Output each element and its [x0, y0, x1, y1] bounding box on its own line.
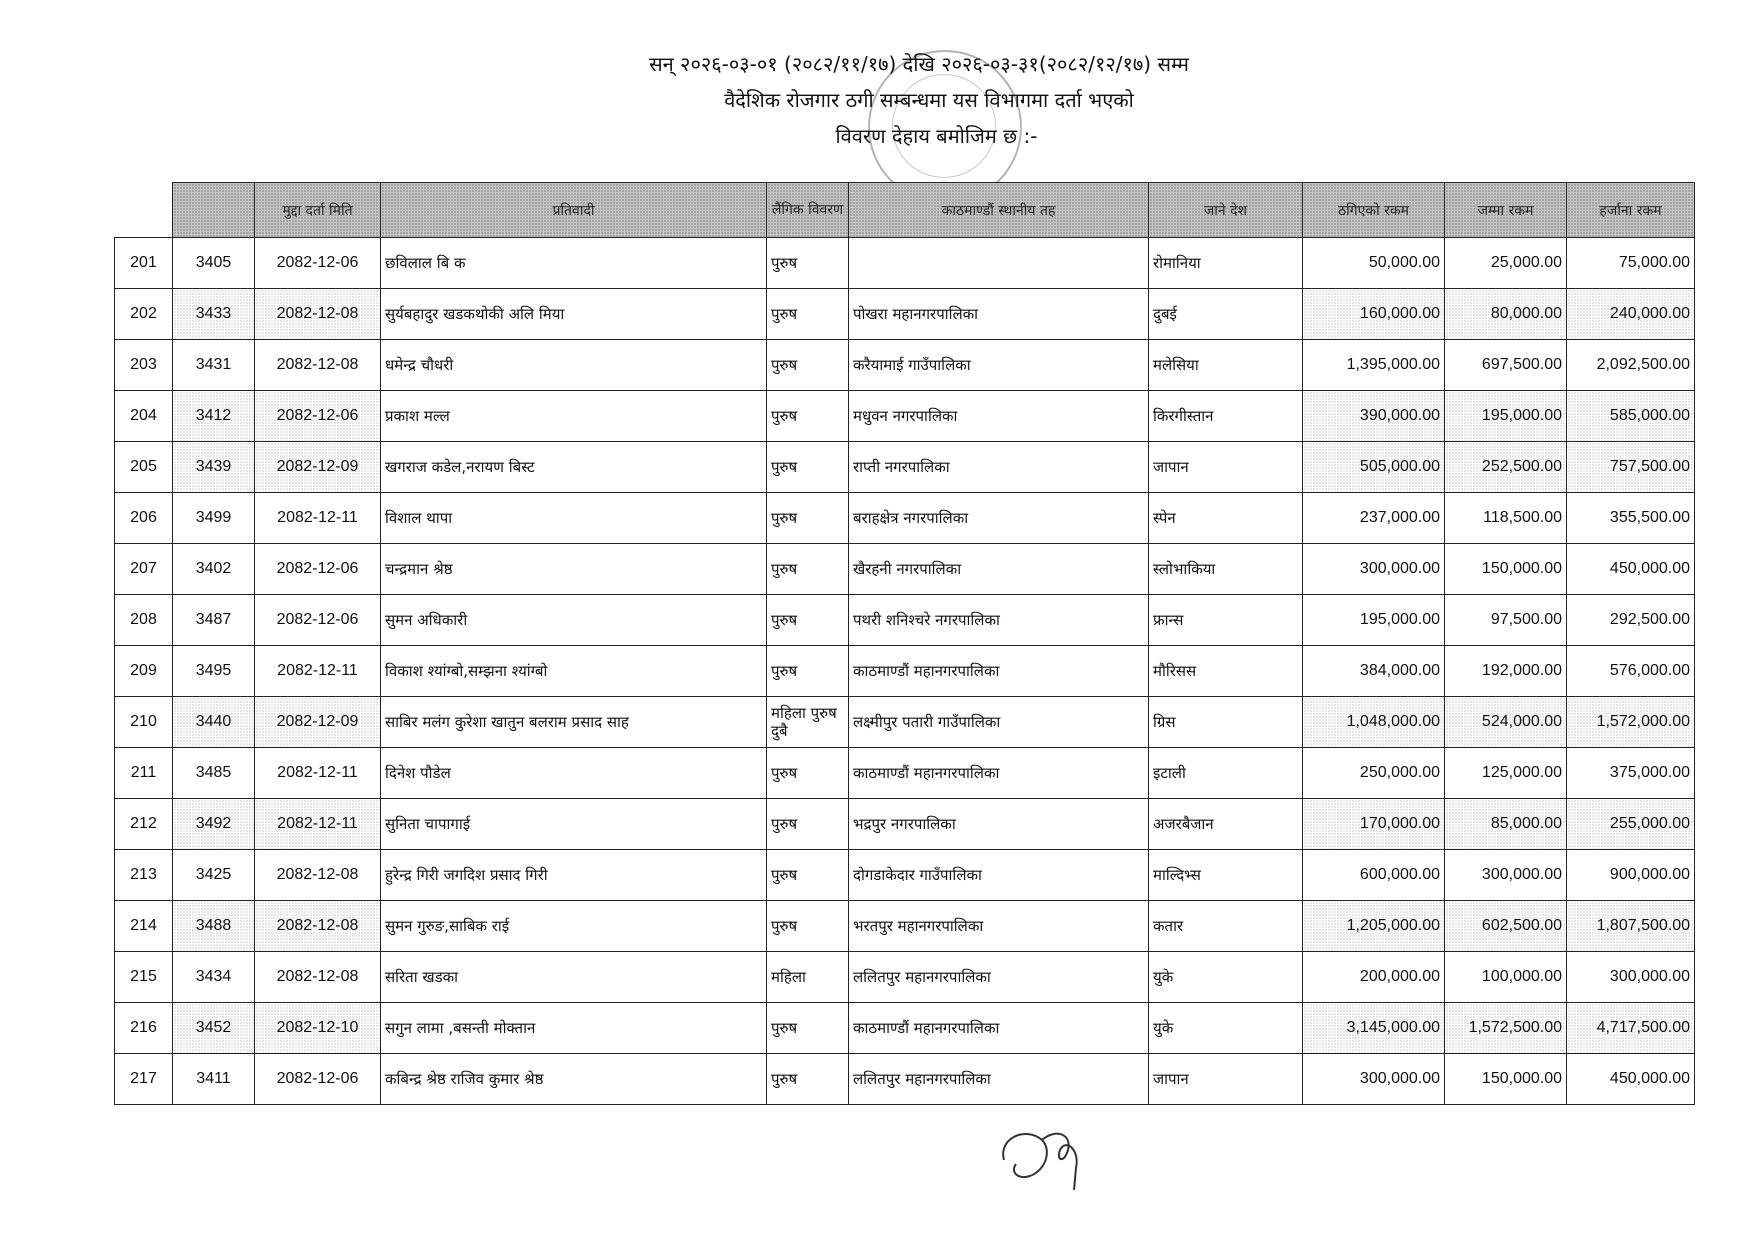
cell-registration-date: 2082-12-08 — [255, 850, 381, 901]
header-fraud-amount: ठगिएको रकम — [1303, 183, 1445, 238]
header-compensation-amount: हर्जाना रकम — [1567, 183, 1695, 238]
cell-destination-country: अजरबैजान — [1149, 799, 1303, 850]
cell-registration-date: 2082-12-10 — [255, 1003, 381, 1054]
cell-fraud-amount: 250,000.00 — [1303, 748, 1445, 799]
cell-case-number: 3487 — [173, 595, 255, 646]
cell-registration-date: 2082-12-11 — [255, 748, 381, 799]
cell-case-number: 3425 — [173, 850, 255, 901]
table-row — [115, 442, 1695, 493]
cell-destination-country: कतार — [1149, 901, 1303, 952]
cell-deposit-amount: 697,500.00 — [1445, 340, 1567, 391]
cell-compensation-amount: 1,572,000.00 — [1567, 697, 1695, 748]
cell-fraud-amount: 237,000.00 — [1303, 493, 1445, 544]
cell-defendant: धमेन्द्र चौधरी — [381, 340, 767, 391]
table-row — [115, 289, 1695, 340]
cell-registration-date: 2082-12-08 — [255, 901, 381, 952]
cell-destination-country: युके — [1149, 952, 1303, 1003]
cell-local-level: काठमाण्डौं महानगरपालिका — [849, 1003, 1149, 1054]
cell-registration-date: 2082-12-09 — [255, 697, 381, 748]
cell-defendant: दिनेश पौडेल — [381, 748, 767, 799]
cell-defendant: हुरेन्द्र गिरी जगदिश प्रसाद गिरी — [381, 850, 767, 901]
cell-fraud-amount: 505,000.00 — [1303, 442, 1445, 493]
cell-case-number: 3412 — [173, 391, 255, 442]
cell-destination-country: किरगीस्तान — [1149, 391, 1303, 442]
cell-serial-number: 210 — [115, 697, 173, 748]
cell-gender: पुरुष — [767, 901, 849, 952]
cell-destination-country: मलेसिया — [1149, 340, 1303, 391]
cell-case-number: 3439 — [173, 442, 255, 493]
cell-defendant: विकाश श्यांग्बो,सम्झना श्यांग्बो — [381, 646, 767, 697]
cell-deposit-amount: 150,000.00 — [1445, 1054, 1567, 1105]
cell-destination-country: दुबई — [1149, 289, 1303, 340]
cell-serial-number: 206 — [115, 493, 173, 544]
cell-deposit-amount: 85,000.00 — [1445, 799, 1567, 850]
cell-serial-number: 202 — [115, 289, 173, 340]
cell-defendant: विशाल थापा — [381, 493, 767, 544]
header-local-level: काठमाण्डौं स्थानीय तह — [849, 183, 1149, 238]
cell-fraud-amount: 160,000.00 — [1303, 289, 1445, 340]
cell-destination-country: जापान — [1149, 1054, 1303, 1105]
cell-defendant: साबिर मलंग कुरेशा खातुन बलराम प्रसाद साह — [381, 697, 767, 748]
cell-registration-date: 2082-12-06 — [255, 391, 381, 442]
table-row — [115, 238, 1695, 289]
cell-registration-date: 2082-12-11 — [255, 799, 381, 850]
cell-gender: पुरुष — [767, 340, 849, 391]
cell-case-number: 3411 — [173, 1054, 255, 1105]
cell-registration-date: 2082-12-06 — [255, 238, 381, 289]
cell-fraud-amount: 300,000.00 — [1303, 544, 1445, 595]
cell-destination-country: जापान — [1149, 442, 1303, 493]
cell-case-number: 3495 — [173, 646, 255, 697]
cell-local-level: खैरहनी नगरपालिका — [849, 544, 1149, 595]
cell-compensation-amount: 300,000.00 — [1567, 952, 1695, 1003]
cell-defendant: कबिन्द्र श्रेष्ठ राजिव कुमार श्रेष्ठ — [381, 1054, 767, 1105]
header-deposit-amount: जम्मा रकम — [1445, 183, 1567, 238]
cell-compensation-amount: 2,092,500.00 — [1567, 340, 1695, 391]
cell-gender: पुरुष — [767, 748, 849, 799]
cell-case-number: 3405 — [173, 238, 255, 289]
cell-destination-country: ग्रिस — [1149, 697, 1303, 748]
cell-serial-number: 213 — [115, 850, 173, 901]
cell-compensation-amount: 4,717,500.00 — [1567, 1003, 1695, 1054]
cell-serial-number: 211 — [115, 748, 173, 799]
cell-local-level: पोखरा महानगरपालिका — [849, 289, 1149, 340]
document-header — [0, 46, 1758, 154]
cell-local-level: लक्ष्मीपुर पतारी गाउँपालिका — [849, 697, 1149, 748]
cell-deposit-amount: 97,500.00 — [1445, 595, 1567, 646]
table-row — [115, 544, 1695, 595]
cell-serial-number: 212 — [115, 799, 173, 850]
header-defendant: प्रतिवादी — [381, 183, 767, 238]
cell-local-level: काठमाण्डौं महानगरपालिका — [849, 646, 1149, 697]
cell-destination-country: माल्दिभ्स — [1149, 850, 1303, 901]
cell-serial-number: 203 — [115, 340, 173, 391]
table-row — [115, 697, 1695, 748]
header-subject: वैदेशिक रोजगार ठगी सम्बन्धमा यस विभागमा दर्ता भएको — [724, 88, 1134, 112]
header-gender: लैंगिक विवरण — [767, 183, 849, 238]
cell-gender: पुरुष — [767, 646, 849, 697]
table-row — [115, 850, 1695, 901]
cell-case-number: 3452 — [173, 1003, 255, 1054]
table-row — [115, 901, 1695, 952]
cell-fraud-amount: 390,000.00 — [1303, 391, 1445, 442]
cell-local-level — [849, 238, 1149, 289]
cell-fraud-amount: 1,395,000.00 — [1303, 340, 1445, 391]
cell-registration-date: 2082-12-06 — [255, 544, 381, 595]
cell-compensation-amount: 292,500.00 — [1567, 595, 1695, 646]
cell-deposit-amount: 1,572,500.00 — [1445, 1003, 1567, 1054]
cell-case-number: 3499 — [173, 493, 255, 544]
cell-deposit-amount: 300,000.00 — [1445, 850, 1567, 901]
cell-case-number: 3492 — [173, 799, 255, 850]
header-registration-date: मुद्दा दर्ता मिति — [255, 183, 381, 238]
header-case-no — [173, 183, 255, 238]
cell-serial-number: 204 — [115, 391, 173, 442]
cell-serial-number: 216 — [115, 1003, 173, 1054]
cell-gender: पुरुष — [767, 1003, 849, 1054]
cell-destination-country: युके — [1149, 1003, 1303, 1054]
cell-defendant: प्रकाश मल्ल — [381, 391, 767, 442]
cell-case-number: 3431 — [173, 340, 255, 391]
table-row — [115, 748, 1695, 799]
cell-local-level: दोगडाकेदार गाउँपालिका — [849, 850, 1149, 901]
header-date-range: सन् २०२६-०३-०१ (२०८२/११/१७) देखि २०२६-०३-३१(२०८२/१२/१७) सम्म — [649, 52, 1189, 76]
cell-serial-number: 207 — [115, 544, 173, 595]
table-row — [115, 595, 1695, 646]
cell-serial-number: 209 — [115, 646, 173, 697]
cell-case-number: 3402 — [173, 544, 255, 595]
cell-gender: पुरुष — [767, 442, 849, 493]
cell-registration-date: 2082-12-08 — [255, 289, 381, 340]
table-row — [115, 1003, 1695, 1054]
cell-compensation-amount: 355,500.00 — [1567, 493, 1695, 544]
cell-deposit-amount: 252,500.00 — [1445, 442, 1567, 493]
cell-local-level: ललितपुर महानगरपालिका — [849, 1054, 1149, 1105]
cell-gender: पुरुष — [767, 850, 849, 901]
cell-deposit-amount: 195,000.00 — [1445, 391, 1567, 442]
cell-defendant: सुमन अधिकारी — [381, 595, 767, 646]
cell-compensation-amount: 900,000.00 — [1567, 850, 1695, 901]
handwritten-page-mark — [990, 1120, 1090, 1200]
cell-compensation-amount: 1,807,500.00 — [1567, 901, 1695, 952]
cell-gender: पुरुष — [767, 493, 849, 544]
cell-fraud-amount: 384,000.00 — [1303, 646, 1445, 697]
cell-defendant: सगुन लामा ,बसन्ती मोक्तान — [381, 1003, 767, 1054]
header-destination-country: जाने देश — [1149, 183, 1303, 238]
cell-case-number: 3434 — [173, 952, 255, 1003]
cell-deposit-amount: 100,000.00 — [1445, 952, 1567, 1003]
cell-deposit-amount: 80,000.00 — [1445, 289, 1567, 340]
header-intro: विवरण देहाय बमोजिम छ :- — [835, 124, 1038, 148]
cell-fraud-amount: 195,000.00 — [1303, 595, 1445, 646]
cell-compensation-amount: 450,000.00 — [1567, 544, 1695, 595]
cell-registration-date: 2082-12-08 — [255, 340, 381, 391]
cell-defendant: छविलाल बि क — [381, 238, 767, 289]
cell-compensation-amount: 585,000.00 — [1567, 391, 1695, 442]
table-row — [115, 799, 1695, 850]
table-row — [115, 340, 1695, 391]
cell-local-level: बराहक्षेत्र नगरपालिका — [849, 493, 1149, 544]
cell-destination-country: मौरिसस — [1149, 646, 1303, 697]
cell-fraud-amount: 600,000.00 — [1303, 850, 1445, 901]
cell-deposit-amount: 150,000.00 — [1445, 544, 1567, 595]
cell-deposit-amount: 125,000.00 — [1445, 748, 1567, 799]
cell-fraud-amount: 170,000.00 — [1303, 799, 1445, 850]
cell-gender: महिला पुरुष दुबै — [767, 697, 849, 748]
cell-destination-country: इटाली — [1149, 748, 1303, 799]
table-row — [115, 391, 1695, 442]
cell-serial-number: 215 — [115, 952, 173, 1003]
cell-compensation-amount: 576,000.00 — [1567, 646, 1695, 697]
cell-serial-number: 208 — [115, 595, 173, 646]
cell-compensation-amount: 375,000.00 — [1567, 748, 1695, 799]
cell-registration-date: 2082-12-11 — [255, 493, 381, 544]
cell-compensation-amount: 75,000.00 — [1567, 238, 1695, 289]
cell-gender: महिला — [767, 952, 849, 1003]
cell-fraud-amount: 1,048,000.00 — [1303, 697, 1445, 748]
cell-registration-date: 2082-12-11 — [255, 646, 381, 697]
cell-gender: पुरुष — [767, 391, 849, 442]
cell-registration-date: 2082-12-08 — [255, 952, 381, 1003]
cell-local-level: राप्ती नगरपालिका — [849, 442, 1149, 493]
table-row — [115, 1054, 1695, 1105]
cell-defendant: सुर्यबहादुर खडकथोकी अलि मिया — [381, 289, 767, 340]
cell-fraud-amount: 3,145,000.00 — [1303, 1003, 1445, 1054]
cell-defendant: खगराज कडेल,नरायण बिस्ट — [381, 442, 767, 493]
cell-case-number: 3488 — [173, 901, 255, 952]
cell-deposit-amount: 118,500.00 — [1445, 493, 1567, 544]
cell-local-level: भरतपुर महानगरपालिका — [849, 901, 1149, 952]
cell-defendant: सरिता खडका — [381, 952, 767, 1003]
cell-deposit-amount: 524,000.00 — [1445, 697, 1567, 748]
cell-fraud-amount: 200,000.00 — [1303, 952, 1445, 1003]
cell-case-number: 3485 — [173, 748, 255, 799]
cell-gender: पुरुष — [767, 799, 849, 850]
cell-registration-date: 2082-12-09 — [255, 442, 381, 493]
cell-serial-number: 205 — [115, 442, 173, 493]
cell-serial-number: 217 — [115, 1054, 173, 1105]
cell-deposit-amount: 192,000.00 — [1445, 646, 1567, 697]
cell-destination-country: स्लोभाकिया — [1149, 544, 1303, 595]
cell-local-level: पथरी शनिश्चरे नगरपालिका — [849, 595, 1149, 646]
table-row — [115, 952, 1695, 1003]
cell-compensation-amount: 255,000.00 — [1567, 799, 1695, 850]
cell-compensation-amount: 240,000.00 — [1567, 289, 1695, 340]
cell-defendant: सुनिता चापागाई — [381, 799, 767, 850]
cell-deposit-amount: 602,500.00 — [1445, 901, 1567, 952]
cell-defendant: चन्द्रमान श्रेष्ठ — [381, 544, 767, 595]
cell-registration-date: 2082-12-06 — [255, 1054, 381, 1105]
case-register-table — [114, 182, 1695, 1105]
cell-fraud-amount: 1,205,000.00 — [1303, 901, 1445, 952]
table-row — [115, 493, 1695, 544]
table-header-row — [115, 183, 1695, 238]
cell-destination-country: स्पेन — [1149, 493, 1303, 544]
cell-local-level: करैयामाई गाउँपालिका — [849, 340, 1149, 391]
cell-gender: पुरुष — [767, 595, 849, 646]
cell-serial-number: 201 — [115, 238, 173, 289]
cell-fraud-amount: 300,000.00 — [1303, 1054, 1445, 1105]
header-serial-blank — [115, 183, 173, 238]
cell-gender: पुरुष — [767, 238, 849, 289]
cell-local-level: भद्रपुर नगरपालिका — [849, 799, 1149, 850]
cell-deposit-amount: 25,000.00 — [1445, 238, 1567, 289]
cell-gender: पुरुष — [767, 1054, 849, 1105]
table-row — [115, 646, 1695, 697]
cell-local-level: मधुवन नगरपालिका — [849, 391, 1149, 442]
cell-compensation-amount: 757,500.00 — [1567, 442, 1695, 493]
cell-destination-country: फ्रान्स — [1149, 595, 1303, 646]
cell-local-level: काठमाण्डौं महानगरपालिका — [849, 748, 1149, 799]
cell-defendant: सुमन गुरुङ,साबिक राई — [381, 901, 767, 952]
cell-destination-country: रोमानिया — [1149, 238, 1303, 289]
cell-case-number: 3433 — [173, 289, 255, 340]
cell-compensation-amount: 450,000.00 — [1567, 1054, 1695, 1105]
cell-fraud-amount: 50,000.00 — [1303, 238, 1445, 289]
cell-registration-date: 2082-12-06 — [255, 595, 381, 646]
cell-gender: पुरुष — [767, 544, 849, 595]
cell-serial-number: 214 — [115, 901, 173, 952]
cell-local-level: ललितपुर महानगरपालिका — [849, 952, 1149, 1003]
cell-case-number: 3440 — [173, 697, 255, 748]
cell-gender: पुरुष — [767, 289, 849, 340]
